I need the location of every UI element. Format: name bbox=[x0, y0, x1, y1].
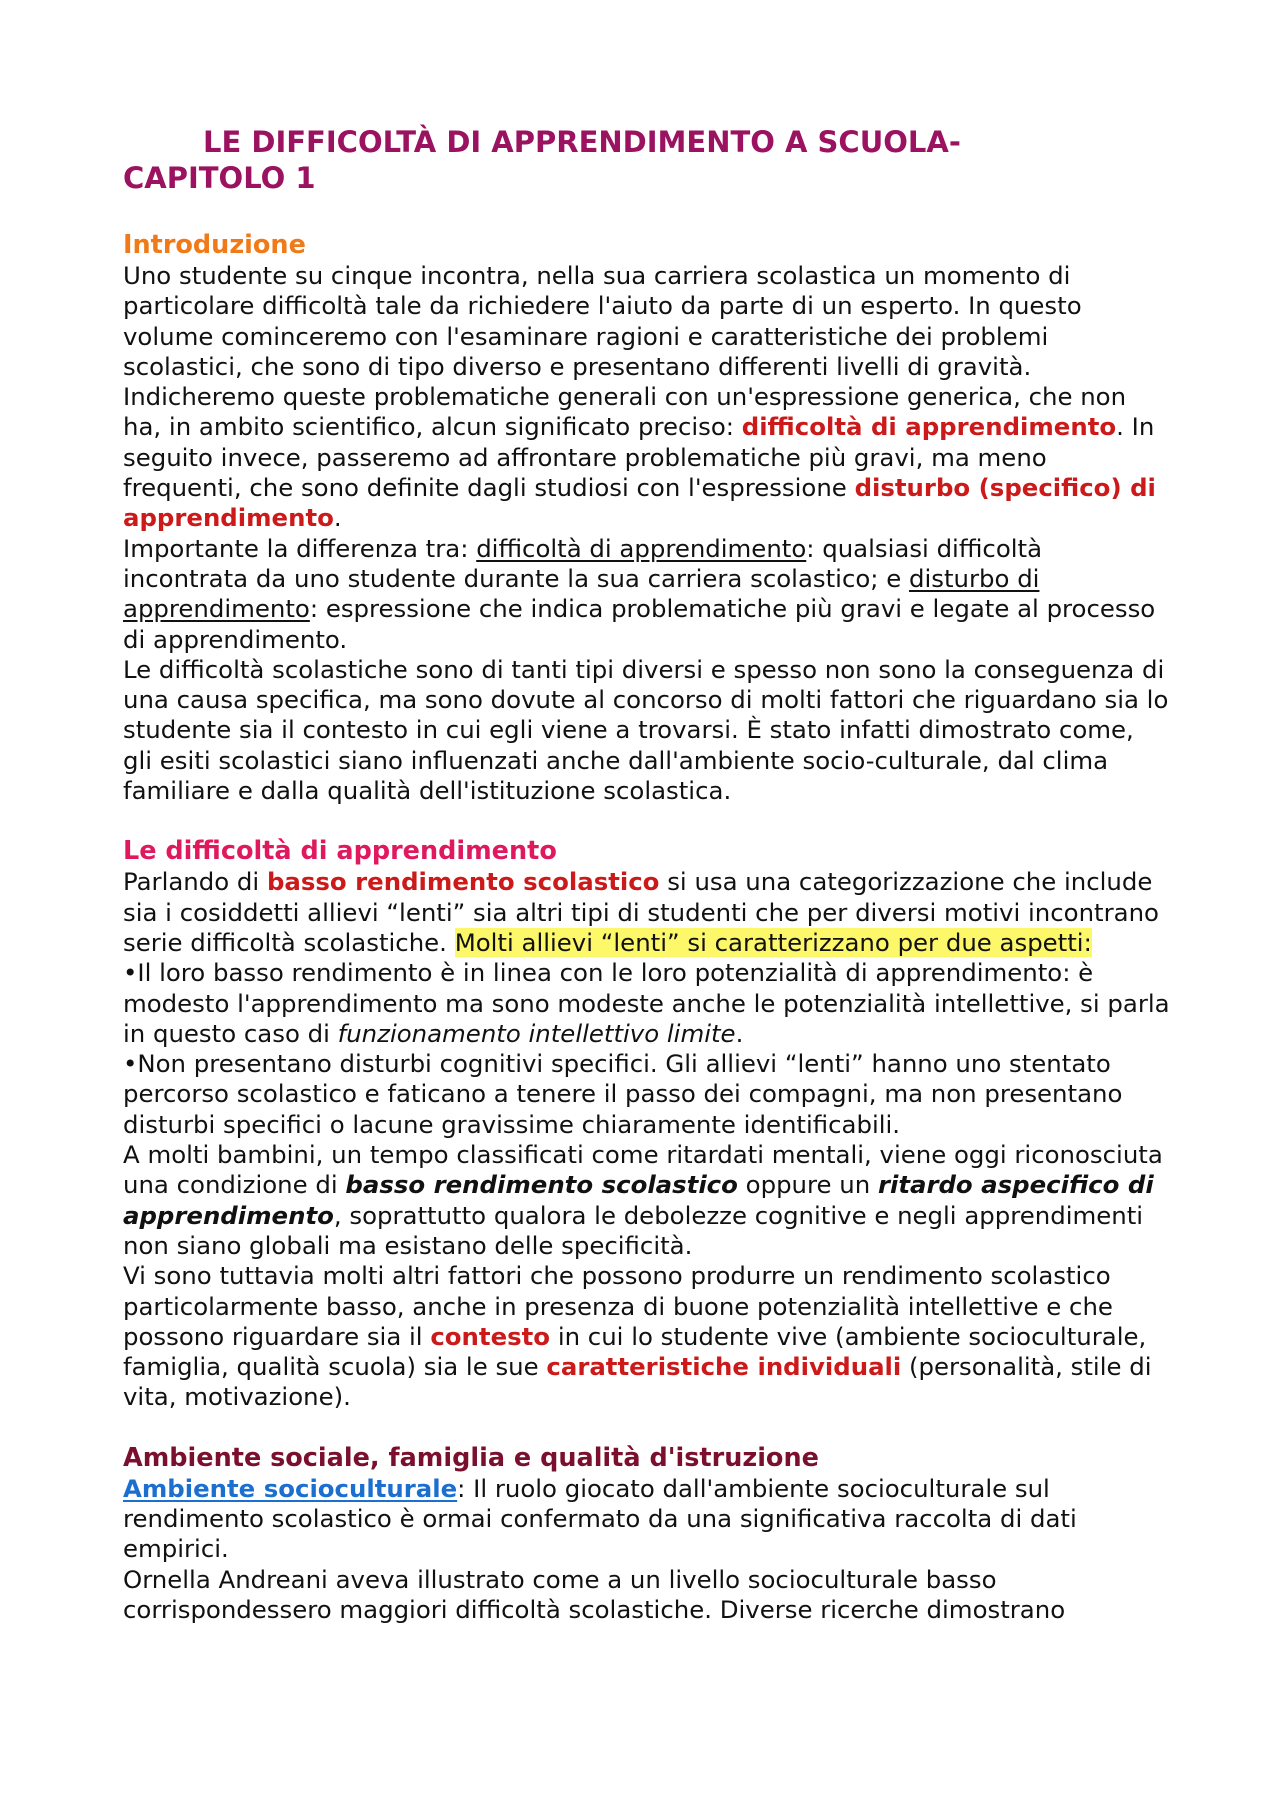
section-heading-ambiente: Ambiente sociale, famiglia e qualità d'istruzione bbox=[123, 1442, 819, 1473]
ambiente-paragraph-2: Ornella Andreani aveva illustrato come a un livello socioculturale basso corrispondessero maggiori difficoltà scolastiche. Diverse ricerche dimostrano bbox=[123, 1564, 1066, 1624]
difficolta-p3-text-c: (personalità, stile di vita, motivazione). bbox=[123, 1352, 1152, 1412]
difficolta-paragraph-3 bbox=[123, 1261, 1170, 1412]
ambiente-paragraph-1 bbox=[123, 1474, 1170, 1565]
bold-italic-basso-rendimento: basso rendimento scolastico bbox=[345, 1170, 738, 1200]
section-heading-difficolta: Le difficoltà di apprendimento bbox=[123, 836, 557, 867]
keyword-difficolta-di-apprendimento: difficoltà di apprendimento bbox=[741, 412, 1117, 442]
intro-paragraph-3: Le difficoltà scolastiche sono di tanti tipi diversi e spesso non sono la conseguenza di una causa specifica, ma sono dovute al concorso di molti fattori che riguardano sia lo studente sia il contesto in cui egli viene a trovarsi. È stato infatti dimostrato come, gli esiti scolastici siano influenzati anche dall'ambiente socio-culturale, dal clima familiare e dalla qualità dell'istituzione scolastica. bbox=[123, 654, 1169, 806]
intro-p1-text-c: . bbox=[333, 503, 342, 533]
difficolta-p2-text-c: , soprattutto qualora le debolezze cognitive e negli apprendimenti non siano globali ma esistano delle specificità. bbox=[123, 1200, 1144, 1260]
intro-p1-text-b: . In seguito invece, passeremo ad affrontare problematiche più gravi, ma meno frequenti, che sono definite dagli studiosi con l'espressione bbox=[123, 412, 1155, 503]
intro-p2-text-b: : qualsiasi difficoltà incontrata da uno studente durante la sua carriera scolastico; e bbox=[123, 533, 1043, 593]
italic-term-funzionamento-limite: funzionamento intellettivo limite bbox=[337, 1018, 736, 1048]
difficolta-paragraph-1 bbox=[123, 867, 1170, 958]
difficolta-p2-text-b: oppure un bbox=[737, 1170, 878, 1200]
underlined-term-disturbo: disturbo di apprendimento bbox=[123, 563, 1040, 624]
document-title bbox=[123, 124, 1170, 196]
intro-p2-text-a: Importante la differenza tra: bbox=[123, 533, 477, 563]
difficolta-p1-text-b: si usa una categorizzazione che include sia i cosiddetti allievi “lenti” sia altri tipi di studenti che per diversi motivi incontrano serie difficoltà scolastiche. bbox=[123, 867, 1159, 957]
bullet-1-text-a: •Il loro basso rendimento è in linea con le loro potenzialità di apprendimento: è modesto l'apprendimento ma sono modeste anche le potenzialità intellettive, si parla in questo caso di bbox=[123, 958, 1170, 1048]
keyword-basso-rendimento: basso rendimento scolastico bbox=[266, 867, 660, 897]
difficolta-p3-text-b: in cui lo studente vive (ambiente socioculturale, famiglia, qualità scuola) sia le sue bbox=[123, 1321, 1147, 1382]
section-heading-introduzione: Introduzione bbox=[123, 230, 306, 260]
bold-italic-ritardo-aspecifico: ritardo aspecifico di apprendimento bbox=[123, 1170, 1154, 1230]
highlighted-text-allievi-lenti: Molti allievi “lenti” si caratterizzano per due aspetti: bbox=[454, 927, 1092, 957]
bullet-item-2: •Non presentano disturbi cognitivi specifici. Gli allievi “lenti” hanno uno stentato percorso scolastico e faticano a tenere il passo dei compagni, ma non presentano disturbi specifici o lacune gravissime chiaramente identificabili. bbox=[123, 1049, 1123, 1139]
document-title-line-2: CAPITOLO 1 bbox=[123, 161, 316, 195]
ambiente-socioculturale-link[interactable]: Ambiente socioculturale bbox=[123, 1473, 458, 1503]
difficolta-paragraph-2 bbox=[123, 1140, 1170, 1261]
document-title-line-1: LE DIFFICOLTÀ DI APPRENDIMENTO A SCUOLA- bbox=[203, 125, 961, 159]
difficolta-p1-text-a: Parlando di bbox=[123, 867, 267, 897]
difficolta-p2-text-a: A molti bambini, un tempo classificati come ritardati mentali, viene oggi riconosciuta una condizione di bbox=[123, 1140, 1163, 1200]
difficolta-p3-text-a: Vi sono tuttavia molti altri fattori che possono produrre un rendimento scolastico particolarmente basso, anche in presenza di buone potenzialità intellettive e che possono riguardare sia il bbox=[123, 1261, 1113, 1351]
keyword-caratteristiche-individuali: caratteristiche individuali bbox=[546, 1352, 902, 1382]
keyword-contesto: contesto bbox=[430, 1321, 551, 1351]
intro-p1-text-a: Uno studente su cinque incontra, nella sua carriera scolastica un momento di particolare difficoltà tale da richiedere l'aiuto da parte di un esperto. In questo volume cominceremo con l'esaminare ragioni e caratteristiche dei problemi scolastici, che sono di tipo diverso e presentano differenti livelli di gravità. Indicheremo queste problematiche generali con un'espressione generica, che non ha, in ambito scientifico, alcun significato preciso: bbox=[123, 261, 1127, 442]
underlined-term-difficolta: difficoltà di apprendimento bbox=[476, 533, 807, 563]
keyword-disturbo-specifico: disturbo (specifico) di apprendimento bbox=[123, 473, 1156, 533]
intro-p2-text-c: : espressione che indica problematiche più gravi e legate al processo di apprendimento. bbox=[123, 594, 1156, 654]
intro-paragraph-1 bbox=[123, 261, 1170, 534]
bullet-1-text-b: . bbox=[735, 1018, 744, 1048]
ambiente-p1-text-a: : Il ruolo giocato dall'ambiente socioculturale sul rendimento scolastico è ormai confermato da una significativa raccolta di dati empirici. bbox=[123, 1473, 1077, 1564]
intro-paragraph-2 bbox=[123, 534, 1170, 655]
bullet-item-1 bbox=[123, 958, 1170, 1049]
